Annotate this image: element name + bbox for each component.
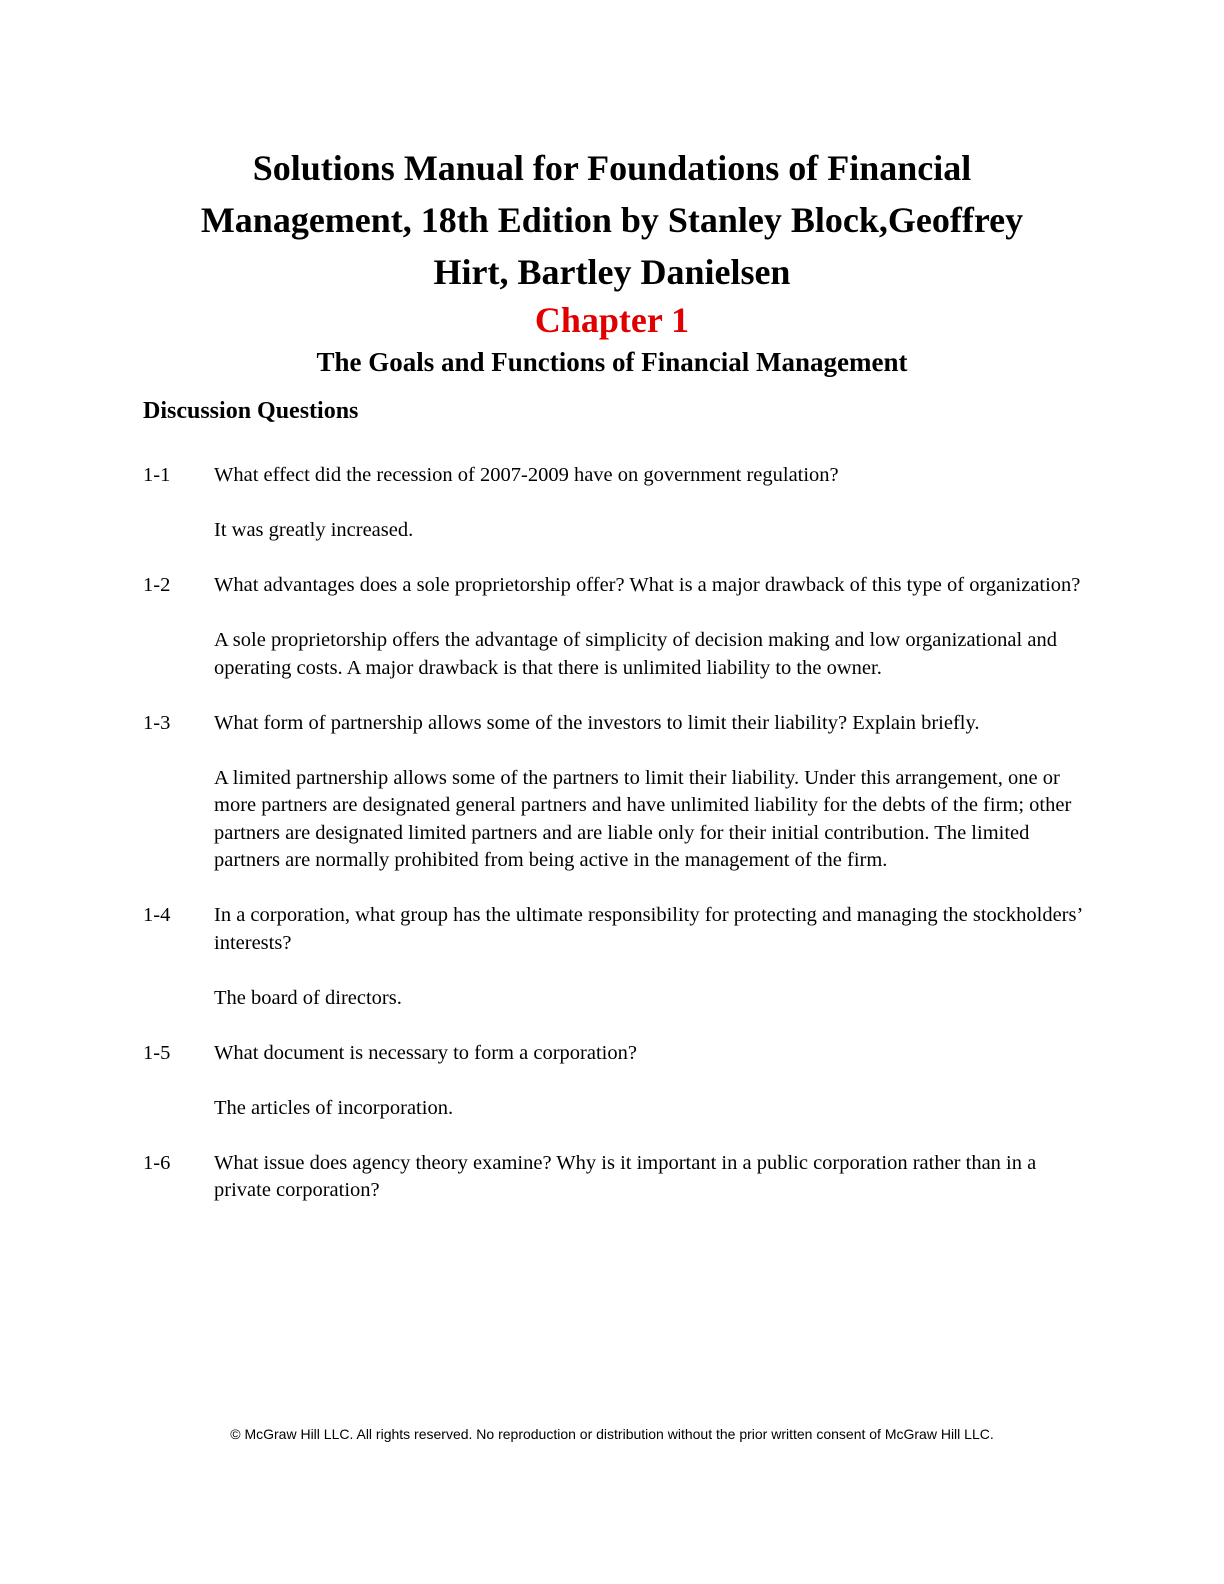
question-item [143,462,1083,545]
question-number: 1-2 [143,574,171,596]
discussion-questions-list [143,462,1083,1232]
question-item [143,1040,1083,1123]
book-title-line-2: Management, 18th Edition by Stanley Block,Geoffrey [200,200,1024,240]
question-text: What form of partnership allows some of the investors to limit their liability? Explain briefly. [214,711,980,734]
answer-text: The board of directors. [214,986,402,1009]
question-number: 1-5 [143,1041,171,1064]
chapter-label: Chapter 1 [534,300,690,340]
chapter-title: The Goals and Functions of Financial Management [316,347,908,377]
question-number: 1-1 [143,464,171,486]
title-block [100,142,1124,382]
answer-text: The articles of incorporation. [214,1096,454,1119]
answer-text: A sole proprietorship offers the advantage of simplicity of decision making and low organizational and operating costs. A major drawback is that there is unlimited liability to the owner. [214,629,1057,679]
question-text: What effect did the recession of 2007-2009 have on government regulation? [214,464,839,486]
question-number: 1-4 [143,904,171,926]
question-text: In a corporation, what group has the ultimate responsibility for protecting and managing the stockholders’ interests? [214,904,1082,954]
question-item [143,1150,1083,1205]
book-title-line-1: Solutions Manual for Foundations of Financial [252,148,972,188]
question-text: What document is necessary to form a corporation? [214,1041,637,1064]
question-text: What issue does agency theory examine? Why is it important in a public corporation rather than in a private corporation? [214,1151,1037,1201]
book-title-line-3: Hirt, Bartley Danielsen [433,252,791,292]
copyright-footer: © McGraw Hill LLC. All rights reserved. No reproduction or distribution without the prior written consent of McGraw Hill LLC. [230,1426,994,1442]
question-text: What advantages does a sole proprietorship offer? What is a major drawback of this type of organization? [214,574,1081,596]
question-number: 1-6 [143,1151,171,1174]
question-item [143,572,1083,682]
answer-text: It was greatly increased. [214,519,414,541]
answer-text: A limited partnership allows some of the partners to limit their liability. Under this arrangement, one or more partners are designated general partners and have unlimited liability for the debts of the firm; other partners are designated limited partners and are liable only for their initial contribution. The limited partners are normally prohibited from being active in the management of the firm. [214,766,1072,871]
section-heading: Discussion Questions [143,398,359,424]
question-number: 1-3 [143,711,171,734]
question-item [143,710,1083,875]
question-item [143,902,1083,1012]
